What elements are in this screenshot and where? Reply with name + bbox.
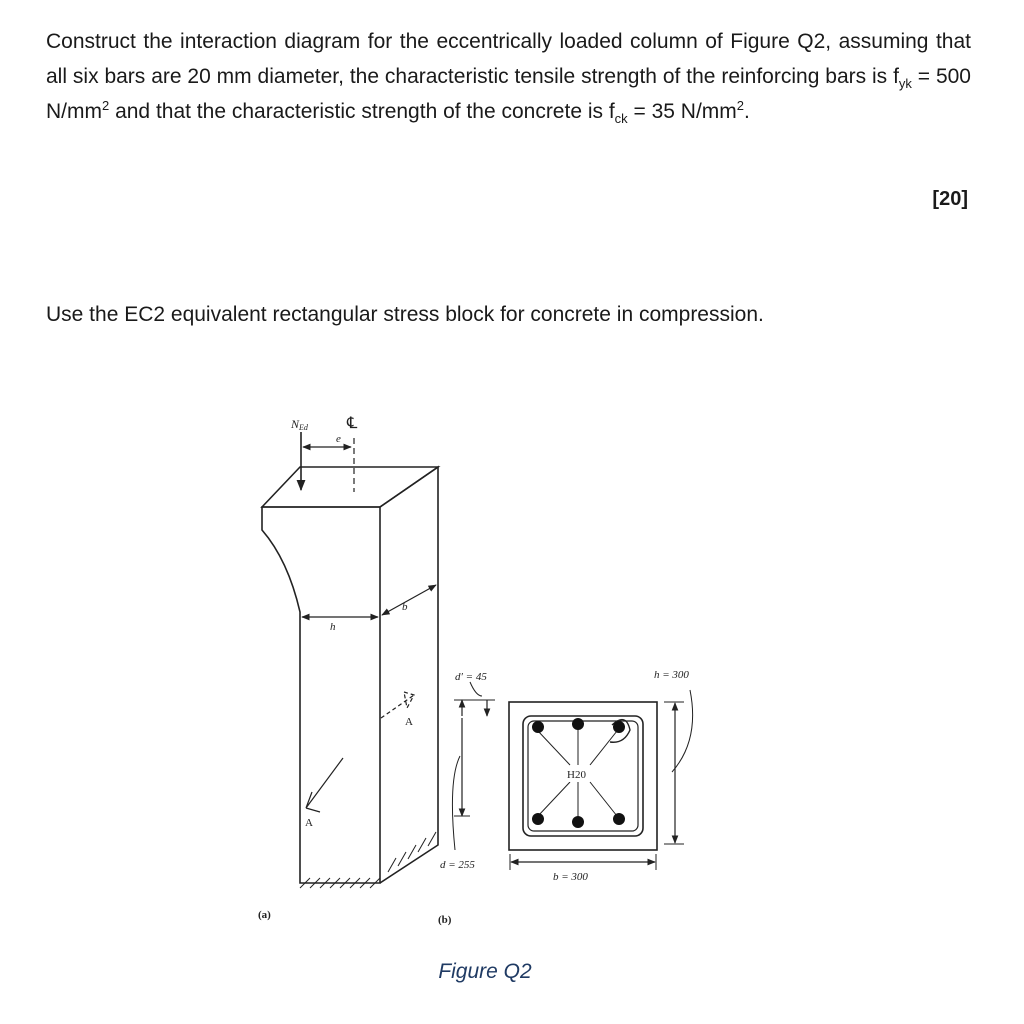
fyk-subscript: yk <box>898 76 912 92</box>
instruction-note: Use the EC2 equivalent rectangular stress block for concrete in compression. <box>46 303 764 326</box>
rebar-top-right <box>613 721 625 733</box>
ned-label: NEd <box>291 417 308 432</box>
column-front-face <box>262 507 380 883</box>
question-part3: and that the characteristic strength of the concrete is f <box>109 100 615 123</box>
bar-size-label: H20 <box>567 769 586 781</box>
question-part5: . <box>744 100 750 123</box>
question-part1: Construct the interaction diagram for the eccentrically loaded column of Figure Q2, assuming that all six bars are 20 mm diameter, the characteristic tensile strength of the reinforcing bars is f <box>46 30 971 88</box>
unit-superscript-2: 2 <box>736 98 745 113</box>
marks-label: [20] <box>932 188 968 210</box>
rebar-top-middle <box>572 718 584 730</box>
b-dimension <box>382 585 436 615</box>
b-label: b <box>402 601 408 613</box>
b300-label: b = 300 <box>553 871 588 883</box>
question-part2: = 500 N/mm <box>46 65 971 123</box>
d-label: d = 255 <box>440 859 475 871</box>
rebar-bottom-right <box>613 813 625 825</box>
rebar-bottom-left <box>532 813 544 825</box>
h300-label: h = 300 <box>654 669 689 681</box>
question-part4: = 35 N/mm <box>627 100 737 123</box>
column-top-face <box>262 467 438 507</box>
fck-subscript: ck <box>614 111 628 127</box>
rebar-top-left <box>532 721 544 733</box>
rebar-bottom-middle <box>572 816 584 828</box>
column-side-face <box>380 467 438 883</box>
centerline-label: ℄ <box>347 415 358 432</box>
figure-caption: Figure Q2 <box>438 960 532 983</box>
eccentricity-label: e <box>336 433 341 445</box>
part-b-label: (b) <box>438 914 452 926</box>
column-elevation <box>262 432 438 888</box>
dprime-label: d′ = 45 <box>455 671 487 683</box>
section-a-marker-upper <box>381 692 414 718</box>
section-a-label-upper: A <box>405 716 413 728</box>
part-a-label: (a) <box>258 909 271 921</box>
section-a-marker-lower <box>306 758 343 812</box>
h-label: h <box>330 621 336 633</box>
section-a-label-lower: A <box>305 817 313 829</box>
unit-superscript-1: 2 <box>102 98 110 113</box>
